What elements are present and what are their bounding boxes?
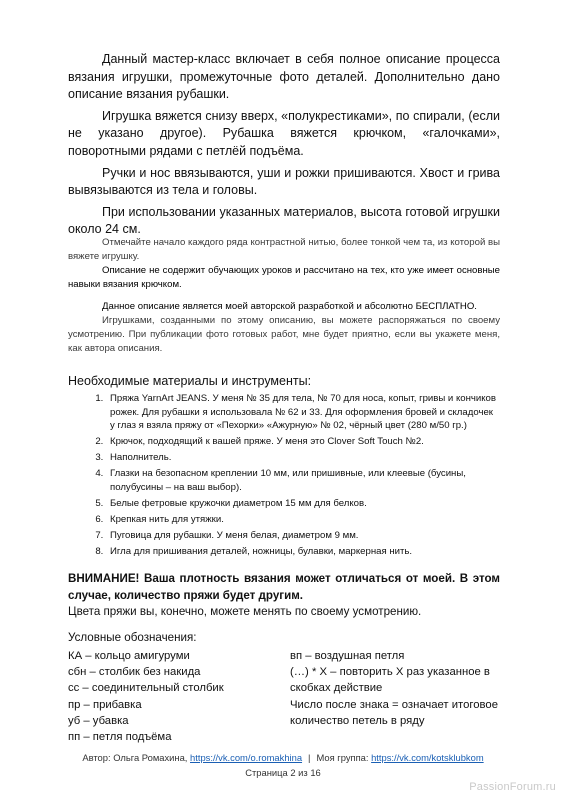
- author-label: Автор: Ольга Ромахина,: [82, 752, 191, 763]
- watermark: PassionForum.ru: [469, 781, 556, 793]
- note-skill-level: Описание не содержит обучающих уроков и рассчитано на тех, кто уже имеет основные навыки вязания крючком.: [68, 265, 500, 290]
- page-of: из: [295, 767, 311, 778]
- legend-item: сс – соединительный столбик: [68, 682, 224, 695]
- notes-section: [68, 236, 500, 356]
- materials-item: 8. Игла для пришивания деталей, ножницы, булавки, маркерная нить.: [106, 545, 500, 559]
- legend-item: сбн – столбик без накида: [68, 666, 201, 679]
- materials-title: Необходимые материалы и инструменты:: [68, 374, 312, 388]
- legend-columns: [68, 648, 500, 745]
- author-link[interactable]: https://vk.com/o.romakhina: [190, 752, 303, 763]
- note-free-pattern: Данное описание является моей авторской разработкой и абсолютно БЕСПЛАТНО.: [102, 301, 477, 312]
- intro-paragraph: Данный мастер-класс включает в себя полное описание процесса вязания игрушки, промежуточные фото деталей. Дополнительно дано описание вязания рубашки.: [68, 52, 500, 102]
- note-mark-row-start: Отмечайте начало каждого ряда контрастной нитью, более тонкой чем та, из которой вы вяжете игрушку.: [68, 237, 500, 262]
- yarn-color-note: Цвета пряжи вы, конечно, можете менять по своему усмотрению.: [68, 605, 422, 619]
- legend-item: пп – петля подъёма: [68, 731, 172, 744]
- page-number: [0, 767, 566, 778]
- materials-item: 4. Глазки на безопасном креплении 10 мм, или пришивные, или клеевые (бусины, полубусины – на ваш выбор).: [106, 467, 500, 494]
- legend-item: пр – прибавка: [68, 698, 142, 711]
- materials-list: [68, 392, 500, 558]
- materials-section: [68, 373, 500, 561]
- materials-item: 3. Наполнитель.: [106, 451, 500, 465]
- group-link[interactable]: https://vk.com/kotsklubkom: [371, 752, 484, 763]
- page-total: 16: [310, 767, 321, 778]
- warning-text: ВНИМАНИЕ! Ваша плотность вязания может отличаться от моей. В этом случае, количество пряжи будет другим.: [68, 572, 500, 602]
- legend-item: (…) * Х – повторить Х раз указанное в скобках действие: [290, 666, 490, 695]
- legend-title: Условные обозначения:: [68, 631, 197, 644]
- footer-links: [0, 752, 566, 763]
- materials-item: 7. Пуговица для рубашки. У меня белая, диаметром 9 мм.: [106, 529, 500, 543]
- legend-right-column: [290, 648, 500, 745]
- page-label: Страница: [245, 767, 291, 778]
- legend-item: Число после знака = означает итоговое количество петель в ряду: [290, 698, 498, 727]
- intro-paragraph: При использовании указанных материалов, высота готовой игрушки около 24 см.: [68, 204, 500, 237]
- intro-paragraph: Ручки и нос ввязываются, уши и рожки пришиваются. Хвост и грива вывязываются из тела и головы.: [68, 165, 500, 198]
- intro-section: [68, 51, 500, 239]
- page-current: 2: [290, 767, 296, 778]
- legend-item: КА – кольцо амигуруми: [68, 650, 190, 662]
- materials-item: 2. Крючок, подходящий к вашей пряже. У меня это Clover Soft Touch №2.: [106, 435, 500, 449]
- group-label: Моя группа:: [316, 752, 372, 763]
- materials-item: 6. Крепкая нить для утяжки.: [106, 513, 500, 527]
- intro-paragraph: Игрушка вяжется снизу вверх, «полукрестиками», по спирали, (если не указано другое). Рубашка вяжется крючком, «галочками», поворотными рядами с петлёй подъёма.: [68, 108, 500, 158]
- legend-item: вп – воздушная петля: [290, 650, 405, 662]
- warning-section: [68, 571, 500, 621]
- footer-separator: |: [308, 752, 311, 763]
- legend-left-column: [68, 648, 290, 745]
- materials-item: 5. Белые фетровые кружочки диаметром 15 мм для белков.: [106, 497, 500, 511]
- note-usage-rights: Игрушками, созданными по этому описанию, вы можете распоряжаться по своему усмотрению. При публикации фото готовых работ, мне будет приятно, если вы укажете меня, как автора описания.: [68, 315, 500, 354]
- legend-item: уб – убавка: [68, 714, 129, 727]
- legend-section: [68, 630, 500, 745]
- materials-item: 1. Пряжа YarnArt JEANS. У меня № 35 для тела, № 70 для носа, копыт, гривы и кончиков рожек. Для рубашки я использовала № 62 и 33. Для оформления бровей и складочек у глаз я взяла пряжу от «Пехорки» «Ажурную» № 02, чёрный цвет (280 м/50 гр.): [106, 392, 500, 433]
